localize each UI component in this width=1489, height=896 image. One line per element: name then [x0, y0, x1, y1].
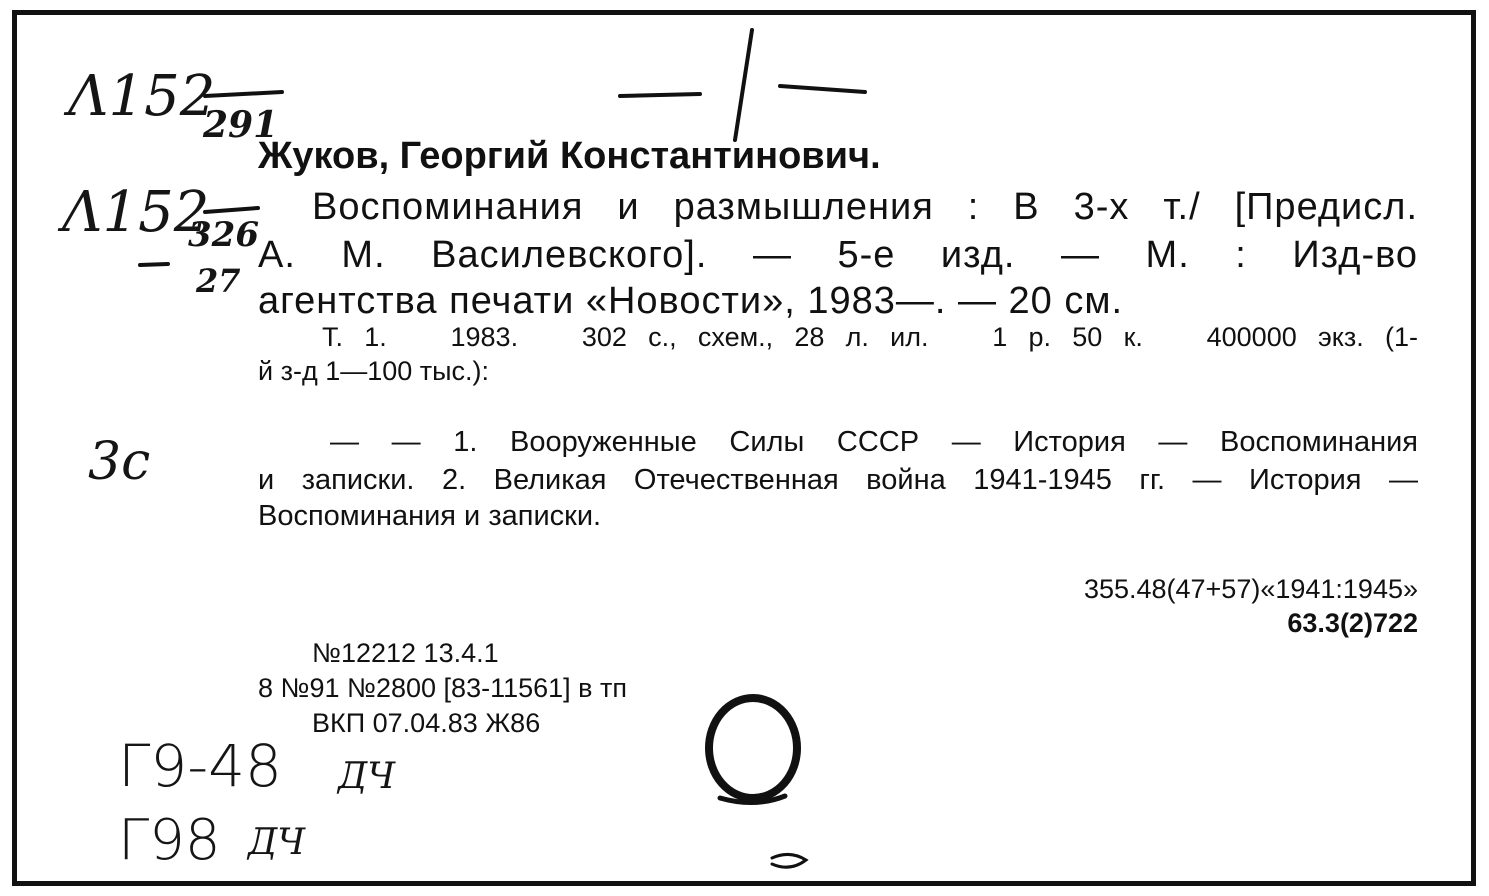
hand-mark-2: Λ152 [62, 180, 210, 245]
mark-2-minus [140, 264, 168, 265]
record-subjects-line-2: и записки. 2. Великая Отечественная война 1941-1945 гг. — История — [258, 464, 1418, 496]
hand-shelf-1-suffix: ДЧ [338, 756, 396, 797]
record-volume-line-1: Т. 1. 1983. 302 с., схем., 28 л. ил. 1 р. 50 к. 400000 экз. (1- [322, 322, 1418, 352]
record-print-line-3: ВКП 07.04.83 Ж86 [312, 708, 541, 738]
record-class-2: 63.3(2)722 [1287, 608, 1418, 638]
mark-2-fraction-bar [205, 208, 258, 212]
hand-mark-2-sub-a: 326 [188, 215, 259, 255]
hand-mark-1-sub: 291 [203, 104, 279, 146]
record-print-line-1: №12212 13.4.1 [312, 638, 499, 668]
bottom-mark [772, 854, 806, 867]
circle-stamp [709, 698, 797, 798]
hand-mark-1: Λ152 [68, 64, 216, 129]
hand-dash-left [620, 94, 700, 96]
record-subjects-line-3: Воспоминания и записки. [258, 500, 602, 532]
mark-1-fraction-bar [205, 92, 282, 96]
record-subjects-line-1: — — 1. Вооруженные Силы СССР — История — Воспоминания [330, 426, 1418, 458]
hand-dash-right [780, 86, 865, 92]
hand-topic-code: 3с [88, 432, 151, 492]
record-title-line-1: Воспоминания и размышления : В 3-х т./ [Предисл. [312, 186, 1418, 228]
hand-shelf-2-suffix: ДЧ [248, 822, 306, 863]
hand-shelf-2: Г98 [118, 808, 221, 873]
hand-shelf-1: Г9-48 [118, 732, 282, 800]
hand-vertical-stroke [735, 30, 752, 140]
record-print-line-2: 8 №91 №2800 [83-11561] в тп [258, 673, 627, 703]
record-class-1: 355.48(47+57)«1941:1945» [1083, 574, 1418, 604]
record-volume-line-2: й з-д 1—100 тыс.): [258, 356, 490, 386]
record-title-line-3: агентства печати «Новости», 1983—. — 20 см. [258, 280, 1124, 322]
hand-mark-2-sub-b: 27 [196, 262, 241, 300]
record-title-line-2: А. М. Василевского]. — 5-е изд. — М. : Изд-во [258, 234, 1418, 276]
record-author: Жуков, Георгий Константинович. [258, 135, 881, 177]
